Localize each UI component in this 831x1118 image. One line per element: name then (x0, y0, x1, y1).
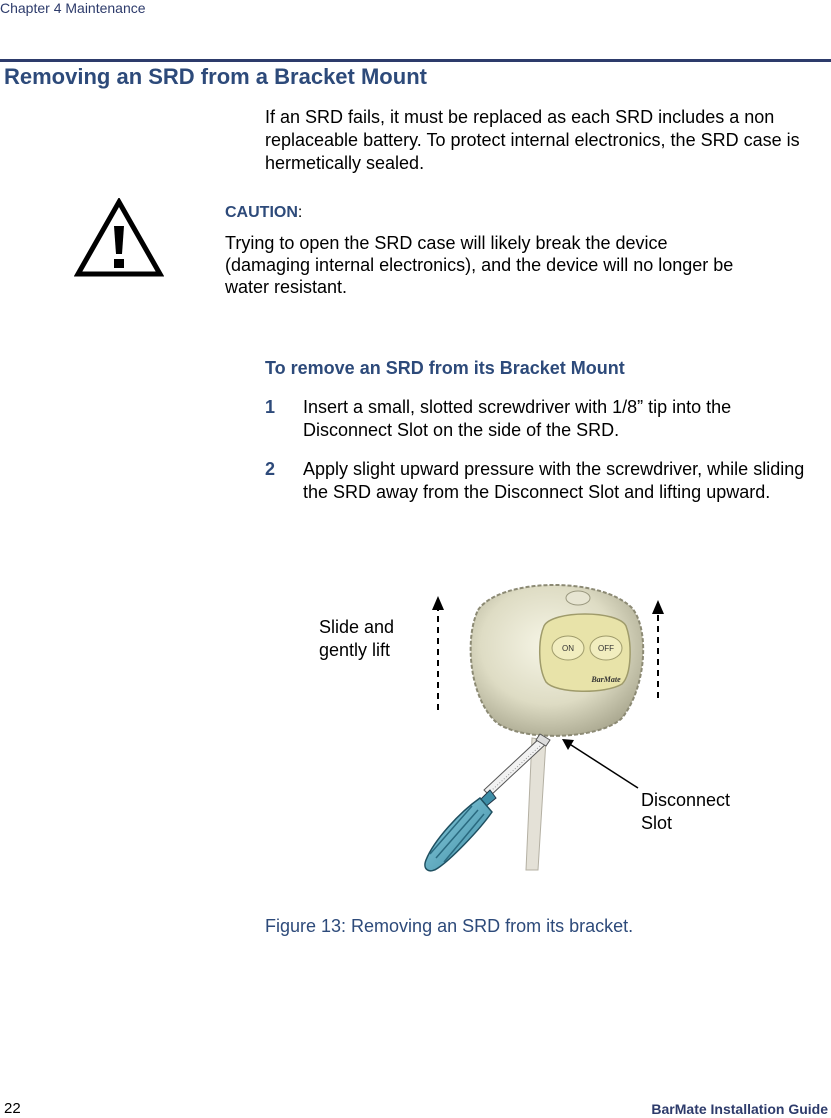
lift-arrow-right (652, 600, 664, 698)
figure-caption: Figure 13: Removing an SRD from its bracket. (265, 916, 634, 936)
disconnect-slot-label-line1: Disconnect (641, 790, 731, 810)
slide-lift-label-line1: Slide and (319, 617, 395, 637)
slide-lift-label-line2: gently lift (319, 640, 391, 660)
caution-text: Trying to open the SRD case will likely break the device (damaging internal electronics), and the device will no longer be water resistant. (225, 233, 734, 297)
step-1 (265, 396, 825, 442)
warning-icon (74, 198, 164, 278)
page-number: 22 (4, 1100, 21, 1117)
disconnect-slot-label-line2: Slot (641, 813, 673, 833)
step-number: 1 (265, 397, 276, 417)
step-text: Apply slight upward pressure with the screwdriver, while sliding the SRD away from the Disconnect Slot and lifting upward. (303, 459, 805, 502)
header-rule (0, 59, 831, 62)
srd-removal-figure (300, 570, 760, 880)
device-off-label: OFF (598, 644, 614, 653)
step-number: 2 (265, 459, 276, 479)
section-title: Removing an SRD from a Bracket Mount (4, 64, 427, 89)
lift-arrow-left (432, 596, 444, 710)
intro-paragraph: If an SRD fails, it must be replaced as each SRD includes a non replaceable battery. To protect internal electronics, the SRD case is hermetically sealed. (265, 107, 800, 173)
device-on-label: ON (562, 644, 574, 653)
footer-title: BarMate Installation Guide (651, 1101, 828, 1117)
procedure-title: To remove an SRD from its Bracket Mount (265, 358, 625, 378)
caution-label: CAUTION: (225, 204, 303, 221)
slot-pointer-arrow (562, 739, 638, 788)
step-2 (265, 458, 825, 504)
step-text: Insert a small, slotted screwdriver with 1/8” tip into the Disconnect Slot on the side of the SRD. (303, 397, 732, 440)
device-brand-label: BarMate (591, 675, 621, 684)
chapter-header: Chapter 4 Maintenance (0, 0, 146, 16)
srd-illustration (300, 570, 760, 880)
